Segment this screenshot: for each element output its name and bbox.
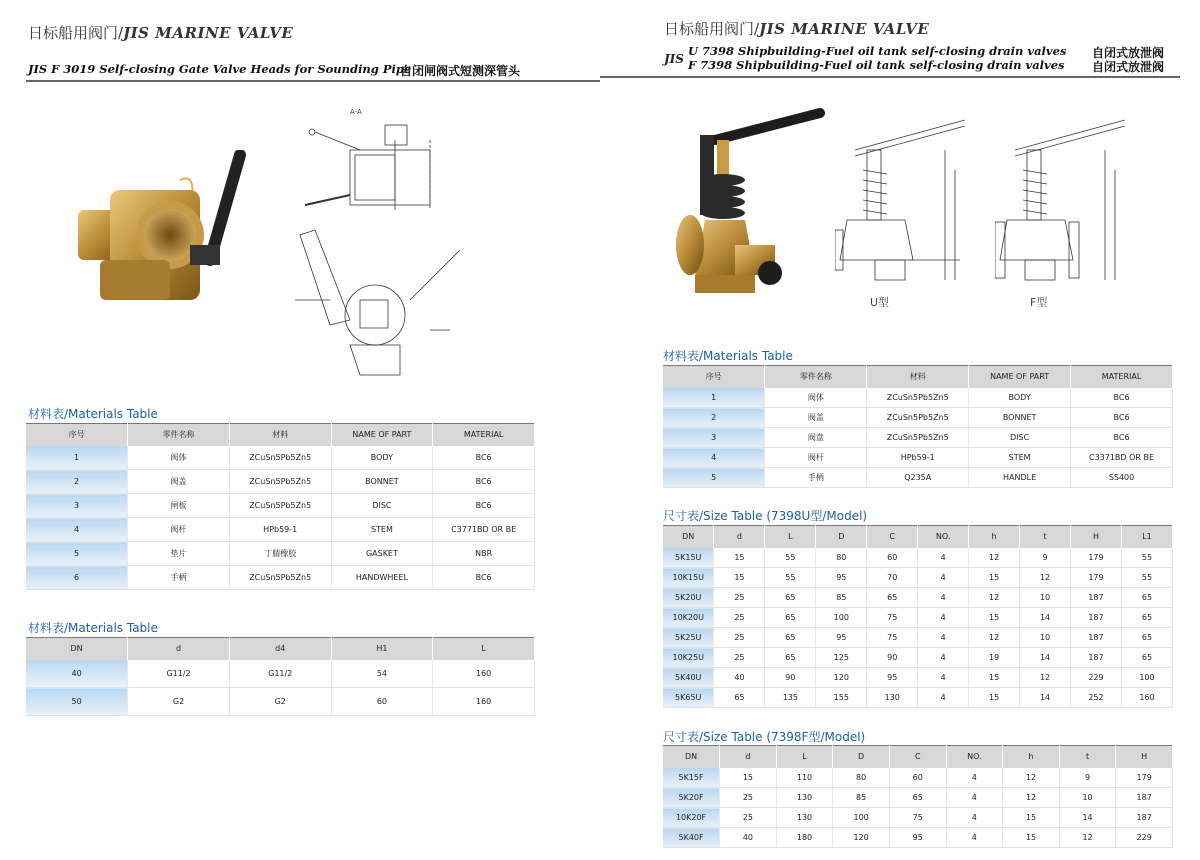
table-row xyxy=(663,768,1173,788)
table-cell: 12 xyxy=(1003,788,1060,808)
table-cell: 5K20F xyxy=(663,788,720,808)
table-cell: 95 xyxy=(889,828,946,848)
table-cell: BC6 xyxy=(433,494,535,518)
column-header: t xyxy=(1020,526,1071,548)
table-cell: 135 xyxy=(765,688,816,708)
table-cell: 10K20U xyxy=(663,608,714,628)
column-header: L xyxy=(776,746,833,768)
table-cell: G11/2 xyxy=(128,660,230,688)
table-row xyxy=(663,548,1173,568)
table-cell: 3 xyxy=(26,494,128,518)
table-cell: 55 xyxy=(765,568,816,588)
table-cell: 40 xyxy=(714,668,765,688)
table-cell: STEM xyxy=(969,448,1071,468)
table-row xyxy=(663,408,1173,428)
table-cell: 100 xyxy=(1121,668,1172,688)
size-table-u xyxy=(663,525,1173,708)
table-cell: 60 xyxy=(867,548,918,568)
table-cell: 2 xyxy=(26,470,128,494)
table-cell: BONNET xyxy=(331,470,433,494)
table-cell: 5K25U xyxy=(663,628,714,648)
table-row xyxy=(26,688,535,716)
table-cell: 25 xyxy=(714,588,765,608)
table-cell: 4 xyxy=(918,548,969,568)
table-cell: ZCuSn5Pb5Zn5 xyxy=(867,388,969,408)
table-cell: 85 xyxy=(833,788,890,808)
table-row xyxy=(663,388,1173,408)
table-cell: 50 xyxy=(26,688,128,716)
table-cell: 65 xyxy=(867,588,918,608)
table-row xyxy=(663,468,1173,488)
product-title-f: F 7398 Shipbuilding-Fuel oil tank self-closing drain valves xyxy=(688,58,1065,72)
table-cell: 25 xyxy=(714,628,765,648)
table-row xyxy=(26,660,535,688)
table-cell: 10K20F xyxy=(663,808,720,828)
table-cell: G11/2 xyxy=(229,660,331,688)
table-cell: 95 xyxy=(867,668,918,688)
table-row xyxy=(663,608,1173,628)
table-cell: 60 xyxy=(331,688,433,716)
table-row xyxy=(663,788,1173,808)
table-cell: 40 xyxy=(720,828,777,848)
table-cell: 160 xyxy=(1121,688,1172,708)
table-row xyxy=(26,446,535,470)
table-cell: 阀体 xyxy=(765,388,867,408)
product-title-cn-u: 自闭式放泄阀 xyxy=(1092,46,1165,60)
table-row xyxy=(663,648,1173,668)
table-cell: 4 xyxy=(946,828,1003,848)
dimensions-title: 材料表/Materials Table xyxy=(28,621,158,635)
column-header: L xyxy=(433,638,535,660)
right-page xyxy=(600,0,1200,860)
table-cell: 阀杆 xyxy=(128,518,230,542)
table-cell: 5 xyxy=(663,468,765,488)
table-cell: 12 xyxy=(969,588,1020,608)
column-header: NAME OF PART xyxy=(969,366,1071,388)
drain-valve-photo xyxy=(675,105,825,300)
table-cell: 130 xyxy=(867,688,918,708)
table-cell: 15 xyxy=(714,548,765,568)
table-cell: 110 xyxy=(776,768,833,788)
table-cell: HANDLE xyxy=(969,468,1071,488)
size-table-u-title: 尺寸表/Size Table (7398U型/Model) xyxy=(663,509,868,523)
table-cell: 252 xyxy=(1071,688,1122,708)
table-cell: 40 xyxy=(26,660,128,688)
table-cell: 15 xyxy=(1003,828,1060,848)
gate-valve-drawing xyxy=(290,100,470,385)
table-cell: 手柄 xyxy=(765,468,867,488)
table-cell: STEM xyxy=(331,518,433,542)
table-cell: 15 xyxy=(1003,808,1060,828)
table-cell: 14 xyxy=(1020,648,1071,668)
table-cell: 4 xyxy=(918,608,969,628)
column-header: NAME OF PART xyxy=(331,424,433,446)
table-cell: BC6 xyxy=(433,446,535,470)
table-row xyxy=(26,518,535,542)
table-cell: 25 xyxy=(720,808,777,828)
table-cell: 4 xyxy=(918,688,969,708)
column-header: H xyxy=(1071,526,1122,548)
table-cell: BONNET xyxy=(969,408,1071,428)
table-cell: 14 xyxy=(1020,608,1071,628)
table-cell: BODY xyxy=(331,446,433,470)
table-header-row xyxy=(26,638,535,660)
table-cell: 54 xyxy=(331,660,433,688)
table-row xyxy=(663,448,1173,468)
jis-prefix: JIS xyxy=(664,52,684,66)
table-cell: HPb59-1 xyxy=(867,448,969,468)
table-cell: 130 xyxy=(776,808,833,828)
column-header: 零件名称 xyxy=(765,366,867,388)
table-cell: 5K15F xyxy=(663,768,720,788)
table-cell: 12 xyxy=(1020,668,1071,688)
table-cell: 160 xyxy=(433,660,535,688)
table-cell: G2 xyxy=(128,688,230,716)
table-cell: 65 xyxy=(765,608,816,628)
table-cell: 5K40U xyxy=(663,668,714,688)
table-cell: 75 xyxy=(867,608,918,628)
table-cell: 4 xyxy=(918,568,969,588)
table-cell: 187 xyxy=(1071,588,1122,608)
table-cell: 阀盖 xyxy=(765,408,867,428)
table-cell: 12 xyxy=(1020,568,1071,588)
table-cell: SS400 xyxy=(1071,468,1173,488)
table-cell: 65 xyxy=(765,628,816,648)
table-cell: 12 xyxy=(1003,768,1060,788)
table-cell: 5K20U xyxy=(663,588,714,608)
table-cell: 160 xyxy=(433,688,535,716)
size-table-f xyxy=(663,745,1173,848)
table-cell: 229 xyxy=(1116,828,1173,848)
table-cell: 65 xyxy=(1121,648,1172,668)
column-header: D xyxy=(816,526,867,548)
table-cell: ZCuSn5Pb5Zn5 xyxy=(867,408,969,428)
table-cell: 12 xyxy=(969,548,1020,568)
table-cell: BC6 xyxy=(433,470,535,494)
table-cell: 4 xyxy=(663,448,765,468)
brand-header xyxy=(664,18,929,39)
column-header: H xyxy=(1116,746,1173,768)
table-cell: ZCuSn5Pb5Zn5 xyxy=(867,428,969,448)
table-row xyxy=(26,494,535,518)
table-cell: 179 xyxy=(1116,768,1173,788)
table-cell: DISC xyxy=(331,494,433,518)
table-cell: 125 xyxy=(816,648,867,668)
table-cell: 14 xyxy=(1020,688,1071,708)
table-cell: 4 xyxy=(918,668,969,688)
table-cell: NBR xyxy=(433,542,535,566)
table-row xyxy=(663,688,1173,708)
column-header: NO. xyxy=(946,746,1003,768)
column-header: d xyxy=(720,746,777,768)
brand-cn: 日标船用阀门/ xyxy=(28,24,124,42)
table-cell: HANDWHEEL xyxy=(331,566,433,590)
product-title-u: U 7398 Shipbuilding-Fuel oil tank self-closing drain valves xyxy=(688,44,1067,58)
table-cell: 25 xyxy=(714,648,765,668)
table-cell: 手柄 xyxy=(128,566,230,590)
u-type-drawing xyxy=(835,110,975,310)
table-cell: 80 xyxy=(816,548,867,568)
table-cell: 130 xyxy=(776,788,833,808)
table-cell: 179 xyxy=(1071,548,1122,568)
table-cell: 100 xyxy=(833,808,890,828)
table-cell: 阀盖 xyxy=(128,470,230,494)
table-cell: BC6 xyxy=(1071,428,1173,448)
table-cell: 75 xyxy=(867,628,918,648)
table-cell: BC6 xyxy=(433,566,535,590)
table-cell: 5K15U xyxy=(663,548,714,568)
column-header: L xyxy=(765,526,816,548)
table-row xyxy=(663,668,1173,688)
column-header: d xyxy=(128,638,230,660)
table-cell: 65 xyxy=(765,648,816,668)
table-cell: 阀杆 xyxy=(765,448,867,468)
table-cell: ZCuSn5Pb5Zn5 xyxy=(229,470,331,494)
table-cell: 65 xyxy=(1121,588,1172,608)
table-cell: 95 xyxy=(816,568,867,588)
table-cell: 15 xyxy=(720,768,777,788)
table-cell: 4 xyxy=(918,648,969,668)
column-header: 序号 xyxy=(26,424,128,446)
f-type-drawing xyxy=(995,110,1135,310)
table-cell: 阀盘 xyxy=(765,428,867,448)
table-cell: 55 xyxy=(1121,548,1172,568)
column-header: 序号 xyxy=(663,366,765,388)
brand-en: JIS MARINE VALVE xyxy=(759,20,930,38)
table-cell: 155 xyxy=(816,688,867,708)
table-cell: 90 xyxy=(765,668,816,688)
table-cell: 3 xyxy=(663,428,765,448)
table-cell: 187 xyxy=(1071,608,1122,628)
materials-title: 材料表/Materials Table xyxy=(28,407,158,421)
table-row xyxy=(663,568,1173,588)
table-row xyxy=(26,542,535,566)
table-cell: 187 xyxy=(1116,808,1173,828)
column-header: h xyxy=(969,526,1020,548)
column-header: MATERIAL xyxy=(433,424,535,446)
table-cell: 4 xyxy=(946,808,1003,828)
table-cell: 4 xyxy=(26,518,128,542)
materials-title: 材料表/Materials Table xyxy=(663,349,793,363)
table-cell: 187 xyxy=(1071,648,1122,668)
brand-cn: 日标船用阀门/ xyxy=(664,20,760,38)
table-cell: 12 xyxy=(969,628,1020,648)
table-cell: 丁腈橡胶 xyxy=(229,542,331,566)
table-cell: ZCuSn5Pb5Zn5 xyxy=(229,446,331,470)
table-cell: 15 xyxy=(969,688,1020,708)
table-cell: 闸板 xyxy=(128,494,230,518)
table-cell: 120 xyxy=(833,828,890,848)
brand-en: JIS MARINE VALVE xyxy=(123,24,294,42)
table-cell: 80 xyxy=(833,768,890,788)
table-cell: 9 xyxy=(1059,768,1116,788)
column-header: D xyxy=(833,746,890,768)
table-cell: 60 xyxy=(889,768,946,788)
table-cell: 180 xyxy=(776,828,833,848)
table-cell: 9 xyxy=(1020,548,1071,568)
product-title-cn: 自闭闸阀式短测深管头 xyxy=(400,64,521,78)
header-rule xyxy=(600,76,1180,78)
table-cell: 2 xyxy=(663,408,765,428)
table-cell: ZCuSn5Pb5Zn5 xyxy=(229,566,331,590)
table-cell: 垫片 xyxy=(128,542,230,566)
table-cell: 10K15U xyxy=(663,568,714,588)
table-cell: GASKET xyxy=(331,542,433,566)
table-cell: 70 xyxy=(867,568,918,588)
table-header-row xyxy=(663,526,1173,548)
header-rule xyxy=(26,80,600,82)
table-cell: C3771BD OR BE xyxy=(433,518,535,542)
product-title-cn-f: 自闭式放泄阀 xyxy=(1092,60,1165,74)
table-cell: 4 xyxy=(946,788,1003,808)
table-cell: 14 xyxy=(1059,808,1116,828)
column-header: 材料 xyxy=(867,366,969,388)
table-cell: 65 xyxy=(889,788,946,808)
table-cell: 5K65U xyxy=(663,688,714,708)
column-header: d xyxy=(714,526,765,548)
table-cell: 85 xyxy=(816,588,867,608)
column-header: H1 xyxy=(331,638,433,660)
table-header-row xyxy=(663,746,1173,768)
table-cell: 15 xyxy=(969,568,1020,588)
dimensions-table xyxy=(26,637,535,716)
table-cell: 187 xyxy=(1071,628,1122,648)
table-header-row xyxy=(26,424,535,446)
table-cell: 229 xyxy=(1071,668,1122,688)
table-cell: 10 xyxy=(1059,788,1116,808)
table-cell: 95 xyxy=(816,628,867,648)
table-cell: 120 xyxy=(816,668,867,688)
column-header: DN xyxy=(663,746,720,768)
table-cell: G2 xyxy=(229,688,331,716)
table-cell: 4 xyxy=(946,768,1003,788)
table-cell: 90 xyxy=(867,648,918,668)
table-cell: 1 xyxy=(26,446,128,470)
materials-table xyxy=(26,423,535,590)
table-cell: 187 xyxy=(1116,788,1173,808)
table-cell: BODY xyxy=(969,388,1071,408)
table-cell: 12 xyxy=(1059,828,1116,848)
table-cell: Q235A xyxy=(867,468,969,488)
table-cell: 15 xyxy=(969,668,1020,688)
column-header: 材料 xyxy=(229,424,331,446)
table-cell: DISC xyxy=(969,428,1071,448)
table-row xyxy=(26,470,535,494)
section-label: A-A xyxy=(350,108,362,116)
table-cell: 4 xyxy=(918,588,969,608)
table-row xyxy=(26,566,535,590)
column-header: C xyxy=(889,746,946,768)
column-header: L1 xyxy=(1121,526,1172,548)
table-cell: 1 xyxy=(663,388,765,408)
table-cell: 75 xyxy=(889,808,946,828)
column-header: C xyxy=(867,526,918,548)
column-header: NO. xyxy=(918,526,969,548)
table-cell: 6 xyxy=(26,566,128,590)
table-cell: 10 xyxy=(1020,628,1071,648)
table-cell: BC6 xyxy=(1071,408,1173,428)
column-header: d4 xyxy=(229,638,331,660)
product-title-en: JIS F 3019 Self-closing Gate Valve Heads for Sounding Pipe xyxy=(28,62,412,76)
table-cell: 65 xyxy=(714,688,765,708)
table-cell: C3371BD OR BE xyxy=(1071,448,1173,468)
table-cell: 179 xyxy=(1071,568,1122,588)
table-row xyxy=(663,428,1173,448)
table-cell: 100 xyxy=(816,608,867,628)
table-cell: 25 xyxy=(714,608,765,628)
column-header: 零件名称 xyxy=(128,424,230,446)
brand-header xyxy=(28,22,293,43)
table-cell: 10 xyxy=(1020,588,1071,608)
table-cell: BC6 xyxy=(1071,388,1173,408)
table-row xyxy=(663,828,1173,848)
materials-table xyxy=(663,365,1173,488)
table-cell: 15 xyxy=(714,568,765,588)
table-cell: 65 xyxy=(1121,628,1172,648)
table-cell: 15 xyxy=(969,608,1020,628)
table-cell: HPb59-1 xyxy=(229,518,331,542)
table-cell: 10K25U xyxy=(663,648,714,668)
table-cell: 55 xyxy=(765,548,816,568)
table-cell: 阀体 xyxy=(128,446,230,470)
table-cell: 65 xyxy=(1121,608,1172,628)
column-header: DN xyxy=(663,526,714,548)
u-type-label: U型 xyxy=(870,296,890,309)
gate-valve-photo xyxy=(60,150,260,320)
table-cell: 25 xyxy=(720,788,777,808)
table-cell: 55 xyxy=(1121,568,1172,588)
column-header: h xyxy=(1003,746,1060,768)
column-header: DN xyxy=(26,638,128,660)
table-row xyxy=(663,588,1173,608)
size-table-f-title: 尺寸表/Size Table (7398F型/Model) xyxy=(663,730,866,744)
table-cell: 5K40F xyxy=(663,828,720,848)
f-type-label: F型 xyxy=(1030,296,1048,309)
column-header: t xyxy=(1059,746,1116,768)
table-cell: 65 xyxy=(765,588,816,608)
table-cell: 4 xyxy=(918,628,969,648)
table-row xyxy=(663,628,1173,648)
table-cell: 5 xyxy=(26,542,128,566)
column-header: MATERIAL xyxy=(1071,366,1173,388)
table-header-row xyxy=(663,366,1173,388)
table-cell: 19 xyxy=(969,648,1020,668)
table-row xyxy=(663,808,1173,828)
table-cell: ZCuSn5Pb5Zn5 xyxy=(229,494,331,518)
